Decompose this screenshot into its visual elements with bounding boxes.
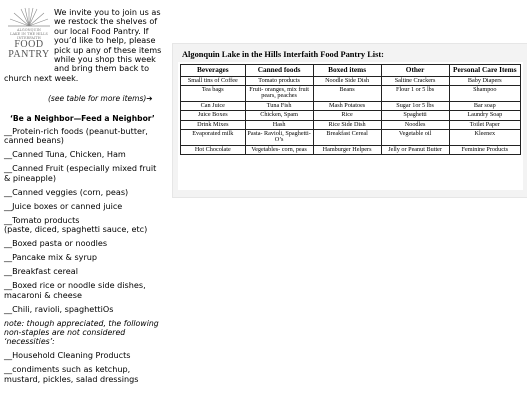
table-cell: Mash Potatoes [313, 101, 381, 110]
table-cell: Shampoo [449, 85, 520, 101]
logo-line-3: INTERFAITH [17, 36, 41, 40]
table-row [181, 129, 521, 145]
donation-items-list [4, 127, 164, 389]
logo-line-2: LAKE IN THE HILLS [10, 32, 48, 36]
table-row [181, 111, 521, 120]
table-cell: Tea bags [181, 85, 246, 101]
list-item: __Boxed pasta or noodles [4, 238, 108, 249]
logo-food: FOOD [14, 39, 44, 50]
list-item: __Canned Tuna, Chicken, Ham [4, 149, 126, 160]
list-item: __Chili, ravioli, spaghettiOs [4, 303, 114, 314]
pantry-list-title: Algonquin Lake in the Hills Interfaith Food Pantry List: [182, 50, 384, 59]
list-item: __condiments such as ketchup, mustard, pickles, salad dressings [4, 364, 139, 384]
table-cell: Jelly or Peanut Butter [381, 145, 449, 154]
table-cell: Pasta- Ravioli, Spaghetti-O’s [245, 129, 313, 145]
table-row [181, 145, 521, 154]
table-cell: Drink Mixes [181, 120, 246, 129]
table-cell: Breakfast Cereal [313, 129, 381, 145]
table-header-row [181, 65, 521, 77]
list-item: __Canned veggies (corn, peas) [4, 186, 129, 197]
see-table-note [48, 94, 153, 103]
table-cell: Hash [245, 120, 313, 129]
column-header: Canned foods [245, 65, 313, 77]
list-item: __Protein-rich foods (peanut-butter, canned beans) [4, 126, 148, 146]
list-item: __Tomato products (paste, diced, spaghetti sauce, etc) [4, 214, 148, 235]
table-cell: Toilet Paper [449, 120, 520, 129]
table-cell: Spaghetti [381, 111, 449, 120]
table-row [181, 85, 521, 101]
table-cell: Vegetable oil [381, 129, 449, 145]
pantry-list-card [172, 43, 527, 198]
table-cell: Rice Side Dish [313, 120, 381, 129]
table-cell: Laundry Soap [449, 111, 520, 120]
intro-paragraph [4, 8, 164, 83]
table-cell: Small tins of Coffee [181, 76, 246, 85]
see-table-text: (see table for more items) [48, 94, 147, 103]
table-row [181, 101, 521, 110]
table-cell: Baby Diapers [449, 76, 520, 85]
logo-pantry: PANTRY [8, 49, 50, 60]
column-header: Boxed items [313, 65, 381, 77]
table-cell: Kleenex [449, 129, 520, 145]
table-cell: Rice [313, 111, 381, 120]
list-item: __Boxed rice or noodle side dishes, macaroni & cheese [4, 280, 146, 300]
column-header: Other [381, 65, 449, 77]
list-item: __Household Cleaning Products [4, 350, 131, 361]
table-cell: Hot Chocolate [181, 145, 246, 154]
table-cell: Fruit- oranges, mix fruit pears, peaches [245, 85, 313, 101]
table-cell: Can Juice [181, 101, 246, 110]
pantry-table-wrapper [178, 62, 523, 190]
list-item: __Juice boxes or canned juice [4, 200, 123, 211]
table-row [181, 120, 521, 129]
table-cell: Tomato products [245, 76, 313, 85]
neighbor-heading: ‘Be a Neighbor—Feed a Neighbor’ [10, 114, 155, 123]
list-item: __Pancake mix & syrup [4, 252, 98, 263]
logo-line-1: ALGONQUIN [17, 28, 41, 32]
table-cell: Bar soap [449, 101, 520, 110]
right-arrow-icon: ➔ [146, 94, 153, 103]
table-row [181, 76, 521, 85]
table-cell: Beans [313, 85, 381, 101]
table-cell: Chicken, Spam [245, 111, 313, 120]
column-header: Personal Care Items [449, 65, 520, 77]
table-cell: Tuna Fish [245, 101, 313, 110]
table-cell: Noodles [381, 120, 449, 129]
table-cell: Vegetables- corn, peas [245, 145, 313, 154]
intro-text: We invite you to join us as we restock the shelves of our local Food Pantry. If you’d like to help, please pick up any of these items while you shop this week and bring them back to church next week. [4, 7, 162, 83]
table-cell: Sugar 1or 5 lbs [381, 101, 449, 110]
column-header: Beverages [181, 65, 246, 77]
table-cell: Noodle Side Dish [313, 76, 381, 85]
table-cell: Saltine Crackers [381, 76, 449, 85]
table-cell: Hamburger Helpers [313, 145, 381, 154]
list-item: __Breakfast cereal [4, 266, 78, 277]
list-item: __Canned Fruit (especially mixed fruit & pineapple) [4, 163, 157, 183]
table-cell: Feminine Products [449, 145, 520, 154]
table-cell: Juice Boxes [181, 111, 246, 120]
non-staples-note: note: though appreciated, the following non-staples are not considered ‘necessities’: [4, 318, 159, 347]
table-cell: Flour 1 or 5 lbs [381, 85, 449, 101]
table-cell: Evaporated milk [181, 129, 246, 145]
pantry-table [180, 64, 521, 155]
